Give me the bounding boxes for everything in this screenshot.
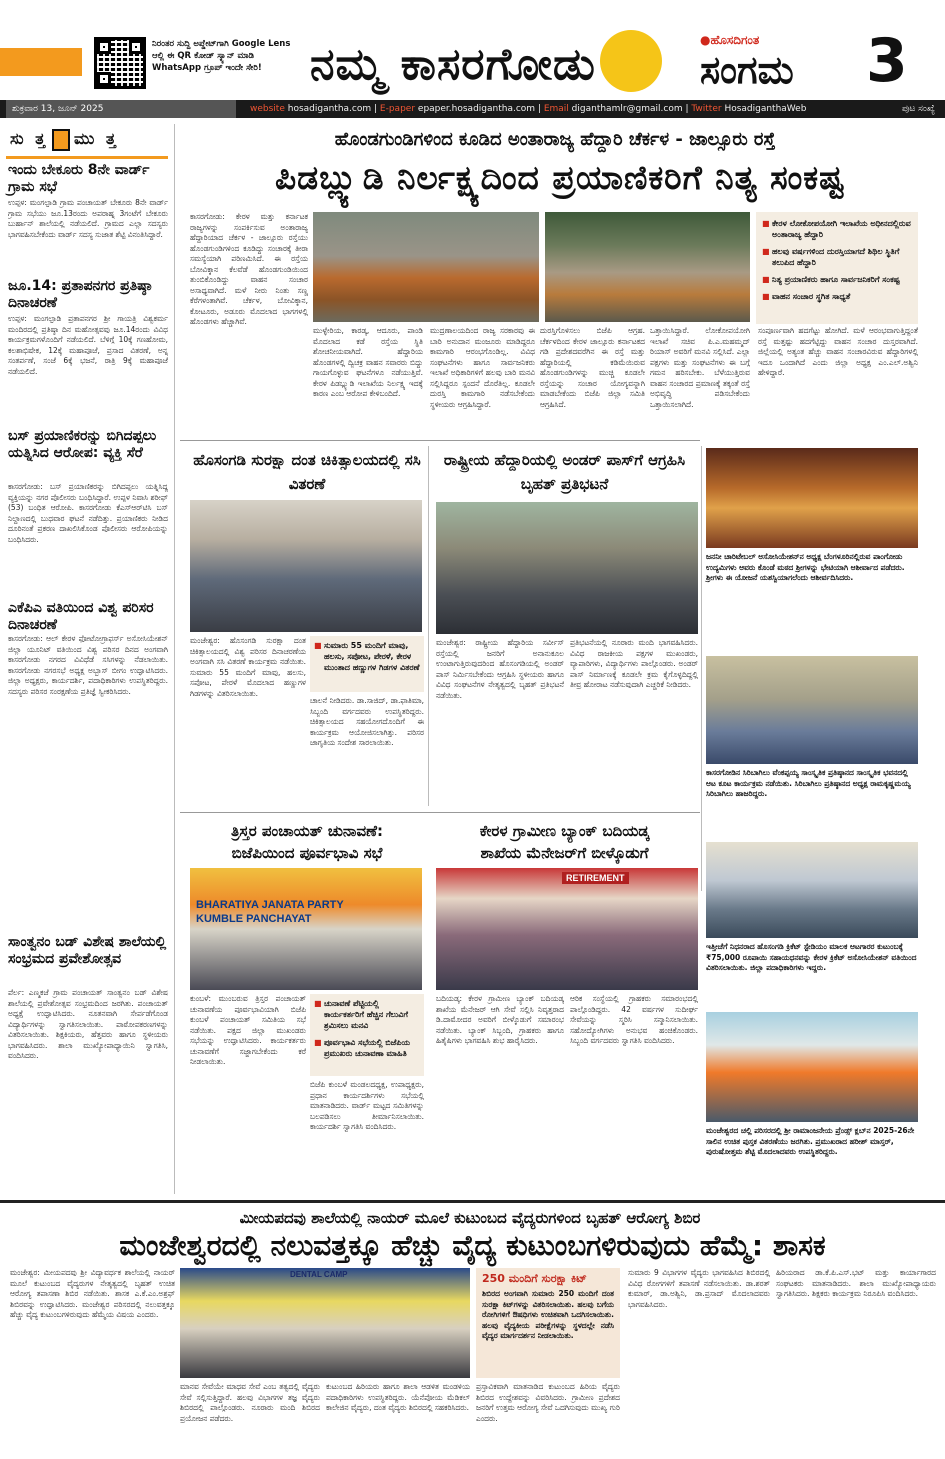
bank-headline-line1: ಕೇರಳ ಗ್ರಾಮೀಣ ಬ್ಯಾಂಕ್ ಬದಿಯಡ್ಕ (479, 822, 650, 840)
kit-box-title: 250 ಮಂದಿಗೆ ಸುರಕ್ಷಾ ಕಿಟ್ (482, 1272, 587, 1285)
contact-links: website hosadigantha.com | E-paper epaper.hosadigantha.com | Email diganthamlr@gmail.com | Twitter HosadiganthaWeb (250, 104, 807, 114)
bjp-meeting-photo (190, 868, 422, 990)
left-story-headline: ಎಕೆಪಿಎ ವತಿಯಿಂದ ವಿಶ್ವ ಪರಿಸರ ದಿನಾಚರಣೆ (8, 600, 154, 633)
section-title-part-b: ಮು ತ್ತ (74, 129, 119, 148)
retirement-banner-text: RETIREMENT (562, 872, 629, 884)
kit-box-body: ಶಿಬಿರದ ಅಂಗವಾಗಿ ಸುಮಾರು 250 ಮಂದಿಗೆ ದಂತ ಸುರಕ್ಷಾ ಕಿಟ್‌ಗಳನ್ನು ವಿತರಿಸಲಾಯಿತು. ಹಲವು ಬಗೆಯ ರೋಗಿಗಳಿಗೆ ಔಷಧಿಗಳು ಉಚಿತವಾಗಿ ಒದಗಿಸಲಾಯಿತು. ಹಲವು ವೈದ್ಯಕೀಯ ಪರೀಕ್ಷೆಗಳನ್ನು ಸ್ಥಳದಲ್ಲೇ ನಡೆಸಿ ವೈದ್ಯರ ಮಾರ್ಗದರ್ಶನ ನೀಡಲಾಯಿತು. (482, 1289, 614, 1340)
lead-body-col6: ಸಂಪೂರ್ಣವಾಗಿ ಹದಗೆಟ್ಟು ಹೋಗಿದೆ. ಮಳೆ ಆರಂಭವಾಗುತ್ತಿದ್ದಂತೆ ರಸ್ತೆ ಮತ್ತಷ್ಟು ಹದಗೆಟ್ಟಿದ್ದು ವಾಹನ ಸಂಚಾರ ದುಸ್ತರವಾಗಿದೆ. ಜಿಲ್ಲೆಯಲ್ಲಿ ಅತ್ಯಂತ ಹೆಚ್ಚು ವಾಹನ ಸಂಚಾರವಿರುವ ಹೆದ್ದಾರಿಗಳಲ್ಲಿ ಇದೂ ಒಂದಾಗಿದೆ ಎಂದು ಜಿಲ್ಲಾ ಅಧ್ಯಕ್ಷ ಎಂ.ಎಲ್.ಅಶ್ವಿನಿ ಹೇಳಿದ್ದಾರೆ. (758, 326, 918, 377)
bottom-story-body: ಮಂಜೇಶ್ವರ: ಮೀಯಪದವು ಶ್ರೀ ವಿದ್ಯಾವರ್ಧಕ ಶಾಲೆಯಲ್ಲಿ ನಾಯರ್ ಮೂಲೆ ಕುಟುಂಬದ ವೈದ್ಯರುಗಳ ನೇತೃತ್ವದಲ್ಲಿ ಬೃಹತ್ ಉಚಿತ ಆರೋಗ್ಯ ತಪಾಸಣಾ ಶಿಬಿರ ನಡೆಯಿತು. ಶಾಸಕ ಎ.ಕೆ.ಎಂ.ಅಶ್ರಫ್ ಶಿಬಿರವನ್ನು ಉದ್ಘಾಟಿಸಿದರು. ಮಂಜೇಶ್ವರ ಪರಿಸರದಲ್ಲಿ ನಲುವತ್ತಕ್ಕೂ ಹೆಚ್ಚು ವೈದ್ಯ ಕುಟುಂಬಗಳಿರುವುದು ಹೆಮ್ಮೆಯ ವಿಷಯ ಎಂದರು. (10, 1268, 175, 1319)
bottom-story-body: ಹಿರಿಯರಾದ ಡಾ.ಕೆ.ಪಿ.ಎಸ್.ಭಟ್ ಮತ್ತು ಕಾರ್ಯಾಗಾರದ ಸಂಘಟಕರು ಮಾತನಾಡಿದರು. ಶಾಲಾ ಮುಖ್ಯೋಪಾಧ್ಯಾಯರು ಸ್ವಾಗತಿಸಿದರು. ಶಿಕ್ಷಕರು ಕಾರ್ಯಕ್ರಮ ನಿರೂಪಿಸಿ ವಂದಿಸಿದರು. (776, 1268, 936, 1298)
section-divider (0, 1200, 945, 1203)
protest-crowd-photo (436, 502, 698, 634)
section-title-part-a: ಸು ತ್ತ (10, 129, 48, 148)
dental-story-body-cont: ಚಾಲನೆ ನೀಡಿದರು. ಡಾ.ಸಾಜಿದ್, ಡಾ.ಫಾತಿಮಾ, ಸಿಬ್ಬಂದಿ ವರ್ಗದವರು ಉಪಸ್ಥಿತರಿದ್ದರು. ಚಿಕಿತ್ಸಾಲಯದ ಸಹಯೋಗದೊಂದಿಗೆ ಈ ಕಾರ್ಯಕ್ರಮ ಆಯೋಜಿಸಲಾಗಿತ್ತು. ಪರಿಸರ ಜಾಗೃತಿಯ ಸಂದೇಶ ಸಾರಲಾಯಿತು. (310, 696, 424, 747)
bjp-headline-line2: ಬಿಜೆಪಿಯಿಂದ ಪೂರ್ವಭಾವಿ ಸಭೆ (231, 844, 383, 862)
photo-caption: ಜನನೀ ಚಾರಿಟೇಬಲ್ ಅಸೋಸಿಯೇಶನ್‌ನ ಅಧ್ಯಕ್ಷ ಬೆಂಗಳೂರಿನಲ್ಲಿರುವ ಪಾಂಗೋಡು ಉದ್ಯಮಿಗಳು ಆವರು ಕೊಂಡೆ ಮಠದ ಶ್ರೀಗಳನ್ನು ಭೇಟಿಯಾಗಿ ಆಶೀರ್ವಾದ ಪಡೆದರು. ಶ್ರೀಗಳು ಈ ಯೋಜನೆ ಯಶಸ್ವಿಯಾಗಲೆಂದು ಆಶೀರ್ವದಿಸಿದರು. (706, 552, 905, 582)
bottom-story-body: ಪ್ರಸ್ತಾವಿಕವಾಗಿ ಮಾತನಾಡಿದ ಕುಟುಂಬದ ಹಿರಿಯ ವೈದ್ಯರು ಶಿಬಿರದ ಉದ್ದೇಶವನ್ನು ವಿವರಿಸಿದರು. ಗ್ರಾಮೀಣ ಪ್ರದೇಶದ ಜನರಿಗೆ ಉತ್ತಮ ಆರೋಗ್ಯ ಸೇವೆ ಒದಗಿಸುವುದು ಮುಖ್ಯ ಗುರಿ ಎಂದರು. (476, 1382, 620, 1423)
bjp-highlight: ■ ಪೂರ್ವಭಾವಿ ಸಭೆಯಲ್ಲಿ ಬಿಜೆಪಿಯ ಪ್ರಮುಖರು ಚುನಾವಣಾ ಮಾಹಿತಿ (314, 1037, 420, 1059)
bank-story-body-cont: ಆರಿಕ ಸಂಸ್ಥೆಯಲ್ಲಿ ಗ್ರಾಹಕರು ಸಮಾರಂಭದಲ್ಲಿ ಪಾಲ್ಗೊಂಡಿದ್ದರು. 42 ವರ್ಷಗಳ ಸುದೀರ್ಘ ಸೇವೆಯನ್ನು ಸ್ಮರಿಸಿ ಸನ್ಮಾನಿಸಲಾಯಿತು. ಸಹೋದ್ಯೋಗಿಗಳು ಅನುಭವ ಹಂಚಿಕೊಂಡರು. ಸಿಬ್ಬಂದಿ ವರ್ಗದವರು ಸ್ವಾಗತಿಸಿ ವಂದಿಸಿದರು. (570, 994, 698, 1045)
book-distribution-photo (706, 1012, 918, 1122)
lead-headline: ಪಿಡಬ್ಲ್ಯುಡಿ ನಿರ್ಲಕ್ಷ್ಯದಿಂದ ಪ್ರಯಾಣಿಕರಿಗೆ ನಿತ್ಯ ಸಂಕಷ್ಟ (275, 158, 845, 197)
section-divider (180, 812, 700, 813)
dental-story-headline: ಹೊಸಂಗಡಿ ಸುರಕ್ಷಾ ದಂತ ಚಿಕಿತ್ಸಾಲಯದಲ್ಲಿ ಸಸಿ ವಿತರಣೆ (193, 451, 421, 493)
epaper-link[interactable]: epaper.hosadigantha.com (417, 104, 536, 114)
info-bar (0, 100, 945, 118)
bjp-story-body: ಕುಂಬಳೆ: ಮುಂಬರುವ ತ್ರಿಸ್ತರ ಪಂಚಾಯತ್ ಚುನಾವಣೆಯ ಪೂರ್ವಭಾವಿಯಾಗಿ ಬಿಜೆಪಿ ಕುಂಬಳೆ ಪಂಚಾಯತ್ ಸಮಿತಿಯ ಸಭೆ ನಡೆಯಿತು. ಪಕ್ಷದ ಜಿಲ್ಲಾ ಮುಖಂಡರು ಸಭೆಯನ್ನು ಉದ್ಘಾಟಿಸಿದರು. ಕಾರ್ಯಕರ್ತರು ಚುನಾವಣೆಗೆ ಸಜ್ಜಾಗಬೇಕೆಂದು ಕರೆ ನೀಡಲಾಯಿತು. (190, 994, 306, 1066)
bottom-headline: ಮಂಜೇಶ್ವರದಲ್ಲಿ ನಲುವತ್ತಕ್ಕೂ ಹೆಚ್ಚು ವೈದ್ಯ ಕುಟುಂಬಗಳಿರುವುದು ಹೆಮ್ಮೆ: ಶಾಸಕ (119, 1229, 826, 1262)
lead-body-col2: ಮುಳ್ಳೇರಿಯ, ಕಾರಡ್ಕ, ಆದೂರು, ಪಾಂಡಿ ಮೊದಲಾದ ಕಡೆ ರಸ್ತೆಯ ಸ್ಥಿತಿ ಶೋಚನೀಯವಾಗಿದೆ. ಹೆದ್ದಾರಿಯ ಹೊಂಡಗಳಲ್ಲಿ ದ್ವಿಚಕ್ರ ವಾಹನ ಸವಾರರು ಬಿದ್ದು ಗಾಯಗೊಳ್ಳುವ ಘಟನೆಗಳೂ ನಡೆಯುತ್ತಿವೆ. ಕೇರಳ ಪಿಡಬ್ಲ್ಯುಡಿ ಇಲಾಖೆಯ ನಿರ್ಲಕ್ಷ್ಯ ಇದಕ್ಕೆ ಕಾರಣ ಎಂಬ ಆರೋಪ ಕೇಳಿಬಂದಿದೆ. (313, 326, 423, 398)
section-divider (180, 440, 700, 441)
page-number: 3 (866, 26, 908, 96)
cricket-donation-photo (706, 842, 918, 938)
protest-story-headline: ರಾಷ್ಟ್ರೀಯ ಹೆದ್ದಾರಿಯಲ್ಲಿ ಅಂಡರ್ ಪಾಸ್‌ಗೆ ಆಗ್ರಹಿಸಿ ಬೃಹತ್ ಪ್ರತಿಭಟನೆ (443, 451, 686, 493)
epaper-label: E-paper (379, 104, 416, 114)
left-story-body: ಉಪ್ಪಳ: ಮಂಗಲ್ಪಾಡಿ ಪ್ರತಾಪನಗರ ಶ್ರೀ ಗಾಯತ್ರಿ ವಿಶ್ವಕರ್ಮ ಮಂದಿರದಲ್ಲಿ ಪ್ರತಿಷ್ಠಾ ದಿನ ಮಹೋತ್ಸವವು ಜೂ.14ರಂದು ವಿವಿಧ ಕಾರ್ಯಕ್ರಮಗಳೊಂದಿಗೆ ನಡೆಯಲಿದೆ. ಬೆಳಿಗ್ಗೆ 10ಕ್ಕೆ ಗಣಹೋಮ, ಕಲಶಾಭಿಷೇಕ, 12ಕ್ಕೆ ಮಹಾಪೂಜೆ, ಪ್ರಸಾದ ವಿತರಣೆ, ಅನ್ನ ಸಂತರ್ಪಣೆ, ಸಂಜೆ 6ಕ್ಕೆ ಭಜನೆ, ರಾತ್ರಿ 9ಕ್ಕೆ ಮಹಾಪೂಜೆ ನಡೆಯಲಿದೆ. (8, 314, 168, 376)
bjp-headline-line1: ತ್ರಿಸ್ತರ ಪಂಚಾಯತ್ ಚುನಾವಣೆ: (230, 822, 384, 840)
dental-camp-banner-text: DENTAL CAMP (290, 1270, 348, 1279)
left-story-headline: ಸಾಂತ್ವನಂ ಬಡ್ ವಿಶೇಷ ಶಾಲೆಯಲ್ಲಿ ಸಂಭ್ರಮದ ಪ್ರವೇಶೋತ್ಸವ (8, 934, 167, 967)
pothole-road-photo (313, 212, 539, 322)
column-rule (428, 446, 429, 806)
issue-date: ಶುಕ್ರವಾರ 13, ಜೂನ್ 2025 (6, 100, 236, 118)
lead-highlight: ■ ಹಲವು ವರ್ಷಗಳಿಂದ ದುರಸ್ತಿಯಾಗದೆ ಶಿಥಿಲ ಸ್ಥಿತಿಗೆ ತಲುಪಿದ ಹೆದ್ದಾರಿ (762, 246, 912, 268)
door-icon (52, 129, 70, 151)
dental-highlight-box (310, 636, 424, 692)
bottom-story-body: ಕುಟುಂಬದ ಹಿರಿಯರು ಹಾಗೂ ಶಾಲಾ ಆಡಳಿತ ಮಂಡಳಿಯ ಪದಾಧಿಕಾರಿಗಳು ಉಪಸ್ಥಿತರಿದ್ದರು. ಯೆನೆಪೋಯ ಮೆಡಿಕಲ್ ಕಾಲೇಜಿನ ವೈದ್ಯರು, ದಂತ ವೈದ್ಯರು ಶಿಬಿರದಲ್ಲಿ ಸಹಕರಿಸಿದರು. (326, 1382, 470, 1412)
twitter-label: Twitter (691, 104, 722, 114)
protest-story-body-cont: ಪ್ರತಿಭಟನೆಯಲ್ಲಿ ನೂರಾರು ಮಂದಿ ಭಾಗವಹಿಸಿದರು. ವಿವಿಧ ರಾಜಕೀಯ ಪಕ್ಷಗಳ ಮುಖಂಡರು, ವ್ಯಾಪಾರಿಗಳು, ವಿದ್ಯಾರ್ಥಿಗಳು ಪಾಲ್ಗೊಂಡರು. ಅಂಡರ್ ಪಾಸ್ ನಿರ್ಮಾಣಕ್ಕೆ ಕೂಡಲೇ ಕ್ರಮ ಕೈಗೊಳ್ಳದಿದ್ದಲ್ಲಿ ತೀವ್ರ ಹೋರಾಟ ನಡೆಸುವುದಾಗಿ ಎಚ್ಚರಿಕೆ ನೀಡಿದರು. (570, 638, 698, 689)
lead-body-col4: ದುರಸ್ತಿಗೊಳಿಸಲು ಬಿಜೆಪಿ ಆಗ್ರಹ. ಚೆರ್ಕಳದಿಂದ ಕೇರಳ ಜಾಲ್ಸೂರು ಕರ್ನಾಟಕದ ಗಡಿ ಪ್ರದೇಶದವರೆಗಿನ ಈ ರಸ್ತೆ ಮತ್ತು ಹೆದ್ದಾರಿಯಲ್ಲಿ ಕಡಿಮೆಯಿರುವ ಹೊಂಡಗುಂಡಿಗಳನ್ನು ಮುಚ್ಚಿ ಕೂಡಲೇ ರಸ್ತೆಯನ್ನು ಸಂಚಾರ ಯೋಗ್ಯವನ್ನಾಗಿ ಮಾಡಬೇಕೆಂದು ಬಿಜೆಪಿ ಜಿಲ್ಲಾ ಸಮಿತಿ ಆಗ್ರಹಿಸಿದೆ. (540, 326, 645, 409)
column-rule (701, 446, 702, 891)
column-rule (174, 124, 175, 1194)
photo-caption: ಇತ್ತೀಚೆಗೆ ನಿಧನರಾದ ಹೊಸಂಗಡಿ ಕ್ರಿಕೆಟ್ ಸ್ಟೇಡಿಯಂ ಮಾಲಕ ಆಟಗಾರರ ಕುಟುಂಬಕ್ಕೆ ₹75,000 ರೂಪಾಯಿ ಸಹಾಯಧನವನ್ನು ಕೇರಳ ಕ್ರಿಕೆಟ್ ಅಸೋಸಿಯೇಶನ್ ವತಿಯಿಂದ ವಿತರಿಸಲಾಯಿತು. ಜಿಲ್ಲಾ ಪದಾಧಿಕಾರಿಗಳು ಇದ್ದರು. (706, 942, 917, 972)
bjp-story-body-cont: ಬಿಜೆಪಿ ಕುಂಬಳೆ ಮಂಡಲದಧ್ಯಕ್ಷ, ಉಪಾಧ್ಯಕ್ಷರು, ಪ್ರಧಾನ ಕಾರ್ಯದರ್ಶಿಗಳು ಸಭೆಯಲ್ಲಿ ಮಾತನಾಡಿದರು. ವಾರ್ಡ್ ಮಟ್ಟದ ಸಮಿತಿಗಳನ್ನು ಬಲಪಡಿಸಲು ತೀರ್ಮಾನಿಸಲಾಯಿತು. ಕಾರ್ಯದರ್ಶಿ ಸ್ವಾಗತಿಸಿ ವಂದಿಸಿದರು. (310, 1080, 424, 1131)
bank-headline-line2: ಶಾಖೆಯ ಮೆನೇಜರ್‌ಗೆ ಬೀಳ್ಕೊಡುಗೆ (480, 844, 649, 862)
kit-distribution-box (476, 1268, 620, 1378)
edition-title: ನಮ್ಮ ಕಾಸರಗೋಡು (310, 39, 596, 90)
brand-supplement-name: ಸಂಗಮ (700, 48, 794, 92)
lead-kicker: ಹೊಂಡಗುಂಡಿಗಳಿಂದ ಕೂಡಿದ ಅಂತಾರಾಜ್ಯ ಹೆದ್ದಾರಿ ಚೆರ್ಕಳ - ಜಾಲ್ಸೂರು ರಸ್ತೆ (334, 129, 776, 150)
left-story-body: ಪೆರ್ಲ: ಎಣ್ಮಕಜೆ ಗ್ರಾಮ ಪಂಚಾಯತ್ ಸಾಂತ್ವನಂ ಬಡ್ ವಿಶೇಷ ಶಾಲೆಯಲ್ಲಿ ಪ್ರವೇಶೋತ್ಸವ ಸಂಭ್ರಮದಿಂದ ಜರಗಿತು. ಪಂಚಾಯತ್ ಅಧ್ಯಕ್ಷೆ ಉದ್ಘಾಟಿಸಿದರು. ನೂತನವಾಗಿ ಸೇರ್ಪಡೆಗೊಂಡ ವಿದ್ಯಾರ್ಥಿಗಳನ್ನು ಸ್ವಾಗತಿಸಲಾಯಿತು. ಪಾಠೋಪಕರಣಗಳನ್ನು ವಿತರಿಸಲಾಯಿತು. ಶಿಕ್ಷಕಿಯರು, ಹೆತ್ತವರು ಹಾಗೂ ಸ್ಥಳೀಯರು ಭಾಗವಹಿಸಿದರು. ಶಾಲಾ ಮುಖ್ಯೋಪಾಧ್ಯಾಯಿನಿ ಸ್ವಾಗತಿಸಿ, ವಂದಿಸಿದರು. (8, 988, 168, 1060)
brand-logo-small: ●ಹೊಸದಿಗಂತ (700, 33, 760, 47)
section-divider (6, 156, 168, 159)
bank-retirement-photo (436, 868, 698, 990)
bjp-highlight-box (310, 994, 424, 1076)
left-story-headline: ಬಸ್ ಪ್ರಯಾಣಿಕರನ್ನು ಬಿಗಿದಪ್ಪಲು ಯತ್ನಿಸಿದ ಆರೋಪ: ವ್ಯಕ್ತಿ ಸೆರೆ (8, 428, 157, 461)
email-label: Email (543, 104, 569, 114)
bjp-highlight: ■ ಚುನಾವಣೆ ಪೆಟ್ಟಿಯಲ್ಲಿ ಕಾರ್ಯಕರ್ತರಿಗೆ ಹೆಚ್ಚಿನ ಗೆಲುವಿಗೆ ಶ್ರಮಿಸಲು ಮನವಿ (314, 998, 420, 1031)
lead-highlight: ■ ನಿತ್ಯ ಪ್ರಯಾಣಿಕರು ಹಾಗೂ ಸಾರ್ವಜನಿಕರಿಗೆ ಸಂಕಷ್ಟ (762, 274, 912, 285)
left-story-body: ಕಾಸರಗೋಡು: ಆಲ್ ಕೇರಳ ಫೋಟೋಗ್ರಾಫರ್ಸ್ ಅಸೋಸಿಯೇಶನ್ ಜಿಲ್ಲಾ ಯೂನಿಟ್ ವತಿಯಿಂದ ವಿಶ್ವ ಪರಿಸರ ದಿನದ ಅಂಗವಾಗಿ ಕಾಸರಗೋಡು ನಗರದ ವಿವಿಧೆಡೆ ಸಸಿಗಳನ್ನು ನೆಡಲಾಯಿತು. ಕಾಸರಗೋಡು ನಗರಸಭೆ ಅಧ್ಯಕ್ಷ ಅಬ್ಬಾಸ್ ಬೀಗಂ ಉದ್ಘಾಟಿಸಿದರು. ಜಿಲ್ಲಾ ಅಧ್ಯಕ್ಷರು, ಕಾರ್ಯದರ್ಶಿ, ಪದಾಧಿಕಾರಿಗಳು ಉಪಸ್ಥಿತರಿದ್ದರು. ಸದಸ್ಯರು ಪರಿಸರ ಸಂರಕ್ಷಣೆಯ ಪ್ರತಿಜ್ಞೆ ಸ್ವೀಕರಿಸಿದರು. (8, 634, 168, 696)
masthead-orange-bar (0, 48, 82, 76)
photo-caption: ಮಂಜೇಶ್ವರದ ಚಲ್ಲಿ ಪರಿಸರದಲ್ಲಿ ಶ್ರೀ ರಾಮಾಂಜನೇಯ ಪ್ರೆಂಡ್ಸ್ ಕ್ಲಬ್‌ನ 2025-26ನೇ ಸಾಲಿನ ಉಚಿತ ಪುಸ್ತಕ ವಿತರಣೆಯು ಜರಗಿತು. ಪ್ರಮುಖರಾದ ಹರೀಶ್ ಮಾಸ್ತರ್, ಪುರುಷೋತ್ತಮ ಶೆಟ್ಟಿ ಮೊದಲಾದವರು ಉಪಸ್ಥಿತರಿದ್ದರು. (706, 1126, 915, 1156)
bottom-story-body: ಮಾನವ ಸೇವೆಯೇ ಮಾಧವ ಸೇವೆ ಎಂಬ ತತ್ವದಲ್ಲಿ ವೈದ್ಯರು ಸೇವೆ ಸಲ್ಲಿಸುತ್ತಿದ್ದಾರೆ. ಹಲವು ವಿಭಾಗಗಳ ತಜ್ಞ ವೈದ್ಯರು ಶಿಬಿರದಲ್ಲಿ ಪಾಲ್ಗೊಂಡರು. ನೂರಾರು ಮಂದಿ ಶಿಬಿರದ ಪ್ರಯೋಜನ ಪಡೆದರು. (180, 1382, 320, 1423)
lead-body-col5: ಒತ್ತಾಯಿಸಿದ್ದಾರೆ. ಲೋಕೋಪಯೋಗಿ ಇಲಾಖೆ ಸಚಿವ ಪಿ.ಎ.ಮಹಮ್ಮದ್ ರಿಯಾಸ್ ಅವರಿಗೆ ಮನವಿ ಸಲ್ಲಿಸಿದೆ. ಎಲ್ಲಾ ಪಕ್ಷಗಳು ಮತ್ತು ಸಂಘಟನೆಗಳು ಈ ಬಗ್ಗೆ ಗಮನ ಹರಿಸಬೇಕು. ಬೆಳೆಯುತ್ತಿರುವ ವಾಹನ ಸಂಚಾರದ ಪ್ರಮಾಣಕ್ಕೆ ತಕ್ಕಂತೆ ರಸ್ತೆ ಅಭಿವೃದ್ಧಿ ಪಡಿಸಬೇಕೆಂದು ಒತ್ತಾಯಿಸಲಾಗಿದೆ. (650, 326, 750, 409)
twitter-link[interactable]: HosadiganthaWeb (724, 104, 807, 114)
bank-story-headline (432, 820, 697, 864)
bottom-story-body: ಸುಮಾರು 9 ವಿಭಾಗಗಳ ವೈದ್ಯರು ಭಾಗವಹಿಸಿದ ಶಿಬಿರದಲ್ಲಿ ವಿವಿಧ ರೋಗಗಳಿಗೆ ತಪಾಸಣೆ ನಡೆಸಲಾಯಿತು. ಡಾ.ಶರತ್ ಕುಮಾರ್, ಡಾ.ಅಶ್ವಿನಿ, ಡಾ.ಪ್ರಸಾದ್ ಮೊದಲಾದವರು ಭಾಗವಹಿಸಿದರು. (628, 1268, 770, 1309)
protest-story-body: ಮಂಜೇಶ್ವರ: ರಾಷ್ಟ್ರೀಯ ಹೆದ್ದಾರಿಯ ಸರ್ವೀಸ್ ರಸ್ತೆಯಲ್ಲಿ ಜನರಿಗೆ ಅನಾನುಕೂಲ ಉಂಟಾಗುತ್ತಿರುವುದರಿಂದ ಹೊಸಂಗಡಿಯಲ್ಲಿ ಅಂಡರ್ ಪಾಸ್ ನಿರ್ಮಿಸಬೇಕೆಂದು ಆಗ್ರಹಿಸಿ ಸ್ಥಳೀಯರು ಹಾಗೂ ವಿವಿಧ ಸಂಘಟನೆಗಳ ನೇತೃತ್ವದಲ್ಲಿ ಬೃಹತ್ ಪ್ರತಿಭಟನೆ ನಡೆಯಿತು. (436, 638, 564, 700)
website-label: website (250, 104, 285, 114)
page-section-label: ಪುಟ ಸಂಖ್ಯೆ (902, 104, 935, 114)
left-story-headline: ಜೂ.14: ಪ್ರತಾಪನಗರ ಪ್ರತಿಷ್ಠಾ ದಿನಾಚರಣೆ (8, 278, 152, 311)
section-title-suttamutta (10, 126, 170, 152)
bjp-story-headline (182, 820, 432, 864)
lead-highlights-box (756, 212, 918, 324)
lead-highlight: ■ ವಾಹನ ಸಂಚಾರ ಸ್ಥಗಿತ ಸಾಧ್ಯತೆ (762, 291, 912, 302)
qr-note: ನಿರಂತರ ಸುದ್ದಿ ಅಪ್ಡೇಟ್‌ಗಾಗಿ Google Lens ಆಲ್ಲಿ ಈ QR ಕೋಡ್ ಸ್ಕ್ಯಾನ್ ಮಾಡಿ WhatsApp ಗ್ರೂಪ್ ಇಂದೇ ಸೇರಿ! (152, 39, 291, 73)
lead-highlight: ■ ಕೇರಳ ಲೋಕೋಪಯೋಗಿ ಇಲಾಖೆಯ ಅಧೀನದಲ್ಲಿರುವ ಅಂತಾರಾಜ್ಯ ಹೆದ್ದಾರಿ (762, 218, 912, 240)
bank-story-body: ಬದಿಯಡ್ಕ: ಕೇರಳ ಗ್ರಾಮೀಣ ಬ್ಯಾಂಕ್ ಬದಿಯಡ್ಕ ಶಾಖೆಯ ಮೆನೇಜರ್ ಆಗಿ ಸೇವೆ ಸಲ್ಲಿಸಿ ನಿವೃತ್ತರಾದ ಡಿ.ದಾಮೋದರ ಅವರಿಗೆ ಬೀಳ್ಕೊಡುಗೆ ಸಮಾರಂಭ ನಡೆಯಿತು. ಬ್ಯಾಂಕ್ ಸಿಬ್ಬಂದಿ, ಗ್ರಾಹಕರು ಹಾಗೂ ಹಿತೈಷಿಗಳು ಭಾಗವಹಿಸಿ ಶುಭ ಹಾರೈಸಿದರು. (436, 994, 564, 1045)
dental-clinic-photo (190, 500, 422, 632)
bottom-kicker: ಮೀಯಪದವು ಶಾಲೆಯಲ್ಲಿ ನಾಯರ್ ಮೂಲೆ ಕುಟುಂಬದ ವೈದ್ಯರುಗಳಿಂದ ಬೃಹತ್ ಆರೋಗ್ಯ ಶಿಬಿರ (239, 1209, 701, 1227)
left-story-headline: ಇಂದು ಬೇಕೂರು 8ನೇ ವಾರ್ಡ್ ಗ್ರಾಮ ಸಭೆ (8, 162, 150, 195)
health-camp-photo (180, 1268, 470, 1378)
dental-highlight: ■ ಸುಮಾರು 55 ಮಂದಿಗೆ ಮಾವು, ಹಲಸು, ಸಪೋಟ, ಪೇರಳೆ, ಕೇರಳ ಮುಂತಾದ ಹಣ್ಣುಗಳ ಗಿಡಗಳ ವಿತರಣೆ (314, 640, 420, 673)
dental-story-body: ಮಂಜೇಶ್ವರ: ಹೊಸಂಗಡಿ ಸುರಕ್ಷಾ ದಂತ ಚಿಕಿತ್ಸಾಲಯದಲ್ಲಿ ವಿಶ್ವ ಪರಿಸರ ದಿನಾಚರಣೆಯ ಅಂಗವಾಗಿ ಸಸಿ ವಿತರಣೆ ಕಾರ್ಯಕ್ರಮ ನಡೆಯಿತು. ಸುಮಾರು 55 ಮಂದಿಗೆ ಮಾವು, ಹಲಸು, ಸಪೋಟ, ಪೇರಳೆ ಮೊದಲಾದ ಹಣ್ಣುಗಳ ಗಿಡಗಳನ್ನು ವಿತರಿಸಲಾಯಿತು. (190, 636, 306, 698)
bjp-banner-text: BHARATIYA JANATA PARTY KUMBLE PANCHAYAT (196, 899, 344, 925)
lead-body-col1: ಕಾಸರಗೋಡು: ಕೇರಳ ಮತ್ತು ಕರ್ನಾಟಕ ರಾಜ್ಯಗಳನ್ನು ಸಂಪರ್ಕಿಸುವ ಅಂತಾರಾಜ್ಯ ಹೆದ್ದಾರಿಯಾದ ಚೆರ್ಕಳ - ಜಾಲ್ಸೂರು ರಸ್ತೆಯು ಹೊಂಡಗುಂಡಿಗಳಿಂದ ಕೂಡಿದ್ದು ಸಂಚಾರಕ್ಕೆ ತೀರಾ ಸಮಸ್ಯೆಯಾಗಿ ಪರಿಣಮಿಸಿದೆ. ಈ ರಸ್ತೆಯ ಬೋವಿಕ್ಕಾನ ಕೆಲವೆಡೆ ಹೊಂಡಗುಂಡಿಯಿಂದ ತುಂಬಿಕೊಂಡಿದ್ದು ವಾಹನ ಸಂಚಾರ ಅಸಾಧ್ಯವಾಗಿದೆ. ಮಳೆ ನೀರು ನಿಂತು ಸಣ್ಣ ಕೆರೆಗಳಂತಾಗಿವೆ. ಚೆರ್ಕಳ, ಬೋವಿಕ್ಕಾನ, ಕೋಟೂರು, ಅಡೂರು ಮೊದಲಾದ ಭಾಗಗಳಲ್ಲಿ ಹೊಂಡಗಳು ಹೆಚ್ಚಾಗಿವೆ. (190, 212, 308, 326)
qr-code-icon[interactable] (94, 37, 146, 89)
left-story-body: ಉಪ್ಪಳ: ಮಂಗಲ್ಪಾಡಿ ಗ್ರಾಮ ಪಂಚಾಯತ್ ಬೇಕೂರು 8ನೇ ವಾರ್ಡ್ ಗ್ರಾಮ ಸಭೆಯು ಜೂ.13ರಂದು ಅಪರಾಹ್ನ 3ಗಂಟೆಗೆ ಬೇಕೂರು ಬುರ್ಹಾನ್ ಶಾಲೆಯಲ್ಲಿ ನಡೆಯಲಿದೆ. ಗ್ರಾಮದ ಎಲ್ಲಾ ಸದಸ್ಯರು ಭಾಗವಹಿಸಬೇಕೆಂದು ವಾರ್ಡ್ ಸದಸ್ಯ ಸುಜಾತ ಶೆಟ್ಟಿ ವಿನಂತಿಸಿದ್ದಾರೆ. (8, 198, 168, 239)
damaged-road-photo (545, 212, 750, 322)
children-group-photo (706, 656, 918, 764)
temple-visit-photo (706, 448, 918, 548)
email-link[interactable]: diganthamlr@gmail.com (571, 104, 683, 114)
left-story-body: ಕಾಸರಗೋಡು: ಬಸ್ ಪ್ರಯಾಣಿಕರನ್ನು ಬಿಗಿದಪ್ಪಲು ಯತ್ನಿಸಿದ್ದ ವ್ಯಕ್ತಿಯನ್ನು ನಗರ ಪೊಲೀಸರು ಬಂಧಿಸಿದ್ದಾರೆ. ಉಪ್ಪಳ ನಿವಾಸಿ ಶರೀಫ್ (53) ಬಂಧಿತ ಆರೋಪಿ. ಕಾಸರಗೋಡು ಕೆಎಸ್‌ಆರ್‌ಟಿಸಿ ಬಸ್ ನಿಲ್ದಾಣದಲ್ಲಿ ಬುಧವಾರ ಘಟನೆ ನಡೆದಿತ್ತು. ಪ್ರಯಾಣಿಕರು ನೀಡಿದ ದೂರಿನಂತೆ ಪ್ರಕರಣ ದಾಖಲಿಸಿಕೊಂಡ ಪೊಲೀಸರು ಆರೋಪಿಯನ್ನು ಬಂಧಿಸಿದರು. (8, 482, 168, 544)
photo-caption: ಕಾಸರಗೋಡಿನ ಸಿರಿಬಾಗಿಲು ವೆಂಕಪ್ಪಯ್ಯ ಸಾಂಸ್ಕೃತಿಕ ಪ್ರತಿಷ್ಠಾನದ ಸಾಂಸ್ಕೃತಿಕ ಭವನದಲ್ಲಿ ಆಟ ಕೂಟ ಕಾರ್ಯಕ್ರಮ ನಡೆಯಿತು. ಸಿರಿಬಾಗಿಲು ಪ್ರತಿಷ್ಠಾನದ ಅಧ್ಯಕ್ಷ ರಾಮಕೃಷ್ಣಮಯ್ಯ ಸಿರಿಬಾಗಿಲು ಹಾಜರಿದ್ದರು. (706, 768, 911, 798)
website-link[interactable]: hosadigantha.com (287, 104, 372, 114)
lead-body-col3: ಮುದ್ರಣಾಲಯದಿಂದ ರಾಜ್ಯ ಸರಕಾರವು ಈ ಬಾರಿ ಅನುದಾನ ಮಂಜೂರು ಮಾಡಿದ್ದರೂ ಕಾಮಗಾರಿ ಆರಂಭಗೊಂಡಿಲ್ಲ. ವಿವಿಧ ಸಂಘಟನೆಗಳು ಹಾಗೂ ಸಾರ್ವಜನಿಕರು ಇಲಾಖೆ ಅಧಿಕಾರಿಗಳಿಗೆ ಹಲವು ಬಾರಿ ಮನವಿ ಸಲ್ಲಿಸಿದ್ದರೂ ಸ್ಪಂದನೆ ದೊರೆತಿಲ್ಲ. ಕೂಡಲೇ ದುರಸ್ತಿ ಕಾಮಗಾರಿ ನಡೆಸಬೇಕೆಂದು ಸ್ಥಳೀಯರು ಆಗ್ರಹಿಸಿದ್ದಾರೆ. (430, 326, 535, 409)
